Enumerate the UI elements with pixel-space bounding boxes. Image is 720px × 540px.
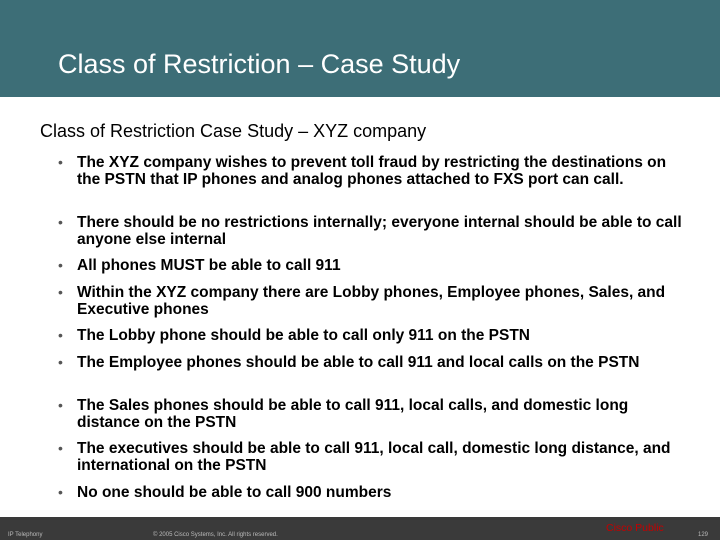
- bullet-dot-icon: •: [58, 354, 63, 370]
- bullet-dot-icon: •: [58, 484, 63, 500]
- slide-title: Class of Restriction – Case Study: [58, 49, 461, 79]
- bullet-dot-icon: •: [58, 284, 63, 300]
- bullet-text: The Lobby phone should be able to call only 911 on the PSTN: [77, 327, 530, 344]
- classification-label: Cisco Public: [606, 522, 664, 534]
- bullet-dot-icon: •: [58, 327, 63, 343]
- bullet-text: The XYZ company wishes to prevent toll fraud by restricting the destinations on the PSTN that IP phones and analog phones attached to FXS port can call.: [77, 154, 667, 188]
- footer-copyright: © 2005 Cisco Systems, Inc. All rights reserved.: [153, 532, 278, 538]
- page-number: 129: [697, 532, 708, 538]
- bullet-text: No one should be able to call 900 numbers: [77, 484, 392, 501]
- bullet-text: Within the XYZ company there are Lobby phones, Employee phones, Sales, and Executive phones: [77, 284, 666, 318]
- bullet-text: There should be no restrictions internally; everyone internal should be able to call anyone else internal: [77, 214, 682, 248]
- bullet-text: The Sales phones should be able to call 911, local calls, and domestic long distance on the PSTN: [77, 397, 629, 431]
- bullet-text: All phones MUST be able to call 911: [77, 257, 341, 274]
- bullet-dot-icon: •: [58, 214, 63, 230]
- slide-subtitle: Class of Restriction Case Study – XYZ company: [40, 121, 427, 141]
- bullet-dot-icon: •: [58, 154, 63, 170]
- bullet-dot-icon: •: [58, 397, 63, 413]
- footer-course-label: IP Telephony: [8, 532, 43, 538]
- bullet-dot-icon: •: [58, 440, 63, 456]
- bullet-text: The executives should be able to call 911, local call, domestic long distance, and international on the PSTN: [77, 440, 671, 474]
- bullet-dot-icon: •: [58, 257, 63, 273]
- bullet-text: The Employee phones should be able to call 911 and local calls on the PSTN: [77, 354, 640, 371]
